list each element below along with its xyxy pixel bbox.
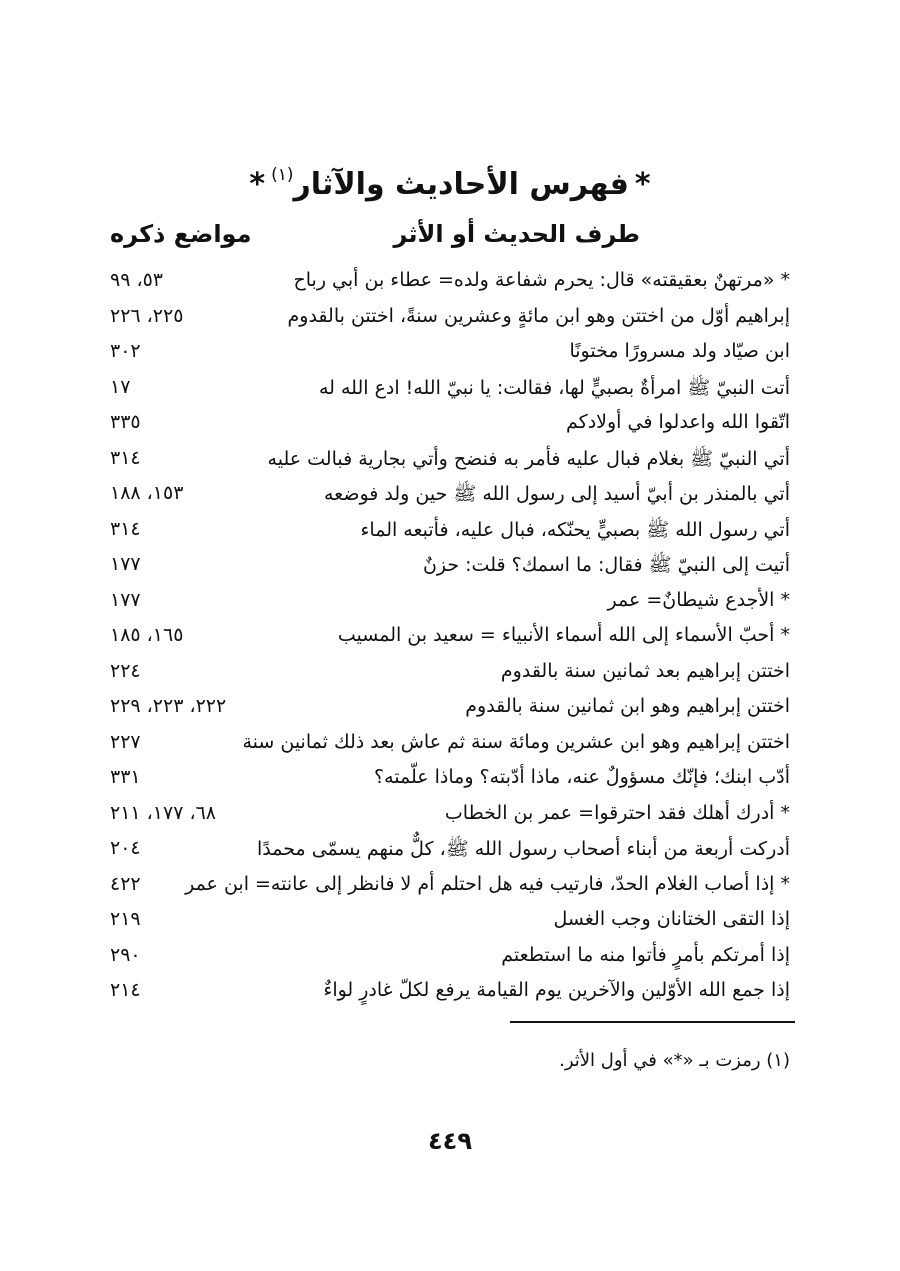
index-entry bbox=[110, 478, 790, 514]
index-entry bbox=[110, 833, 790, 869]
entry-text: * أحبّ الأسماء إلى الله أسماء الأنبياء = سعيد بن المسيب bbox=[337, 624, 790, 646]
entry-text: * «مرتهنٌ بعقيقته» قال: يحرم شفاعة ولده= عطاء بن أبي رباح bbox=[293, 269, 790, 291]
entry-text: * إذا أصاب الغلام الحدّ، فارتيب فيه هل احتلم أم لا فانظر إلى عانته= ابن عمر bbox=[185, 872, 790, 895]
entry-text: إذا أمرتكم بأمرٍ فأتوا منه ما استطعتم bbox=[501, 943, 790, 966]
entry-text: اختتن إبراهيم بعد ثمانين سنة بالقدوم bbox=[500, 659, 790, 682]
entry-refs: ٣٣١ bbox=[110, 766, 141, 788]
entry-text: إبراهيم أوّل من اختتن وهو ابن مائةٍ وعشرين سنةً، اختتن بالقدوم bbox=[287, 304, 790, 327]
entry-text: إذا التقى الختانان وجب الغسل bbox=[553, 908, 790, 930]
index-entry bbox=[110, 372, 790, 408]
entry-refs: ١٧٧ bbox=[110, 553, 141, 575]
entry-text: * أدرك أهلك فقد احترقوا= عمر بن الخطاب bbox=[444, 801, 790, 824]
entry-refs: ١٦٥، ١٨٥ bbox=[110, 624, 184, 646]
index-entry bbox=[110, 727, 790, 763]
index-entry bbox=[110, 443, 790, 479]
entry-refs: ١٥٣، ١٨٨ bbox=[110, 482, 184, 504]
entry-refs: ٢١٩ bbox=[110, 908, 141, 930]
index-entry bbox=[110, 869, 790, 905]
star-mark-left: * bbox=[249, 167, 266, 202]
entry-refs: ١٧ bbox=[110, 375, 131, 398]
entry-text: ابن صيّاد ولد مسرورًا مختونًا bbox=[569, 340, 790, 362]
index-entry bbox=[110, 798, 790, 834]
footnote: (١) رمزت بـ «*» في أول الأثر. bbox=[559, 1050, 790, 1071]
entry-text: إذا جمع الله الأوّلين والآخرين يوم القيامة يرفع لكلّ غادرٍ لواءٌ bbox=[323, 979, 790, 1001]
page-number: ٤٤٩ bbox=[428, 1127, 472, 1155]
entry-refs: ٦٨، ١٧٧، ٢١١ bbox=[110, 801, 217, 824]
entry-refs: ٢٢٢، ٢٢٣، ٢٢٩ bbox=[110, 695, 227, 717]
entry-refs: ٣٣٥ bbox=[110, 411, 141, 433]
index-entry bbox=[110, 940, 790, 976]
column-header-hadith: طرف الحديث أو الأثر bbox=[393, 220, 640, 248]
entry-text: اختتن إبراهيم وهو ابن عشرين ومائة سنة ثم عاش بعد ذلك ثمانين سنة bbox=[242, 730, 790, 753]
index-entry bbox=[110, 620, 790, 656]
index-entry bbox=[110, 514, 790, 550]
entry-text: اتّقوا الله واعدلوا في أولادكم bbox=[566, 411, 790, 433]
index-entry bbox=[110, 762, 790, 798]
entry-text: أتيت إلى النبيّ ﷺ فقال: ما اسمك؟ قلت: حزنٌ bbox=[422, 554, 790, 576]
index-entry bbox=[110, 656, 790, 692]
title-footnote-mark: (١) bbox=[271, 165, 294, 185]
index-entry bbox=[110, 585, 790, 621]
title-text: فهرس الأحاديث والآثار bbox=[293, 167, 629, 202]
entry-text: أدّب ابنك؛ فإنّك مسؤولٌ عنه، ماذا أدّبته؟ وماذا علّمته؟ bbox=[373, 766, 790, 788]
entry-refs: ٣٠٢ bbox=[110, 340, 141, 362]
entry-refs: ١٧٧ bbox=[110, 588, 141, 611]
entry-text: أتت النبيّ ﷺ امرأةٌ بصبيٍّ لها، فقالت: يا نبيّ الله! ادع الله له bbox=[318, 376, 790, 399]
page-title bbox=[0, 150, 900, 210]
footnote-divider bbox=[510, 1021, 795, 1023]
index-entry bbox=[110, 336, 790, 372]
entry-refs: ٥٣، ٩٩ bbox=[110, 269, 164, 291]
index-entry bbox=[110, 975, 790, 1011]
column-header-refs: مواضع ذكره bbox=[110, 220, 252, 248]
index-list bbox=[110, 265, 790, 1011]
entry-refs: ٢١٤ bbox=[110, 979, 141, 1001]
entry-text: أتي رسول الله ﷺ بصبيٍّ يحنّكه، فبال عليه، فأتبعه الماء bbox=[360, 518, 790, 541]
entry-refs: ٢٠٤ bbox=[110, 837, 141, 859]
entry-text: اختتن إبراهيم وهو ابن ثمانين سنة بالقدوم bbox=[465, 695, 790, 717]
entry-refs: ٤٢٢ bbox=[110, 872, 141, 895]
index-entry bbox=[110, 265, 790, 301]
entry-text: أتي النبيّ ﷺ بغلام فبال عليه فأمر به فنضح وأتي بجارية فبالت عليه bbox=[267, 447, 790, 470]
index-entry bbox=[110, 691, 790, 727]
entry-refs: ٣١٤ bbox=[110, 446, 141, 469]
entry-refs: ٣١٤ bbox=[110, 517, 141, 540]
index-entry bbox=[110, 407, 790, 443]
entry-text: * الأجدع شيطانٌ= عمر bbox=[607, 588, 790, 611]
entry-refs: ٢٩٠ bbox=[110, 943, 141, 966]
entry-refs: ٢٢٤ bbox=[110, 659, 141, 682]
index-entry bbox=[110, 549, 790, 585]
column-headers bbox=[110, 220, 790, 264]
index-entry bbox=[110, 301, 790, 337]
index-entry bbox=[110, 904, 790, 940]
entry-text: أتي بالمنذر بن أبيّ أسيد إلى رسول الله ﷺ حين ولد فوضعه bbox=[323, 483, 790, 505]
star-mark-right: * bbox=[634, 167, 651, 202]
entry-refs: ٢٢٥، ٢٢٦ bbox=[110, 304, 184, 327]
entry-text: أدركت أربعة من أبناء أصحاب رسول الله ﷺ، كلٌّ منهم يسمّى محمدًا bbox=[257, 838, 790, 860]
entry-refs: ٢٢٧ bbox=[110, 730, 141, 753]
